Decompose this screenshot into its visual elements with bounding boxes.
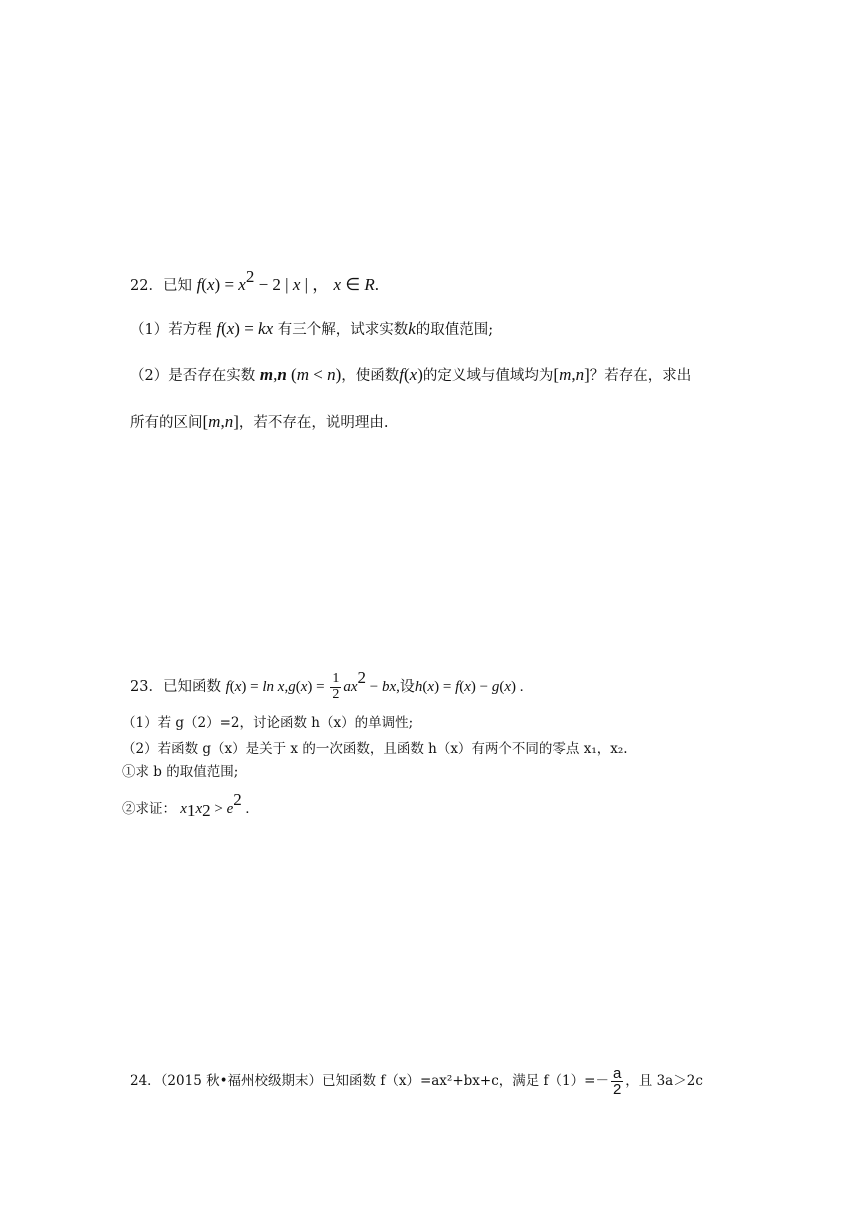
q22-part2-mid2: 的定义域与值域均为 — [422, 368, 554, 384]
q23-statement: 23．已知函数 f(x) = ln x,g(x) = $\frac{1}{2}$ $ax^2$ − bx,设h(x) = f(x) − g(x) . — [130, 668, 524, 702]
q22-part1-equation: f(x) = kx — [216, 319, 274, 338]
q23-sub1: ①求 b 的取值范围; — [122, 764, 239, 780]
q24-fraction: $\frac{a}{2}$ — [612, 1065, 622, 1098]
q23-fraction: $\frac{1}{2}$ — [332, 671, 340, 702]
q22-part1-mid: 有三个解，试求实数 — [277, 322, 409, 338]
q23-number: 23．已知函数 — [130, 679, 221, 696]
q24-prefix: 24．（2015 秋•福州校级期末）已知函数 f（x）=ax²+bx+c，满足 f（1）=－ — [130, 1073, 609, 1089]
q22-part2-prefix: （2）是否存在实数 — [130, 368, 256, 384]
q23-definition: f(x) = ln x,g(x) = — [225, 679, 329, 696]
q22-part2-interval: [m,n] — [553, 365, 590, 384]
q23-sub2-math: $x_1x_2 > e^2$ . — [180, 790, 250, 820]
q22-part1-k: k — [408, 319, 416, 338]
q22-part2-cont — [130, 413, 388, 431]
q22-definition: $f(x) = x^2 - 2$ | x | ， x ∈ R. — [196, 267, 380, 294]
q23-part2: （2）若函数 g（x）是关于 x 的一次函数，且函数 h（x）有两个不同的零点 x₁，x₂. — [122, 741, 628, 757]
q24-suffix: ，且 3a＞2c — [625, 1073, 703, 1089]
q22-part1-prefix: （1）若方程 — [130, 322, 212, 338]
q22-statement — [130, 267, 380, 294]
q22-number: 22．已知 — [130, 278, 192, 294]
q22-part2-mn: m,n (m < n) — [259, 365, 342, 384]
q22-part3-interval: [m,n] — [202, 412, 239, 431]
q22-part1 — [130, 320, 493, 338]
q22-part1-suffix: 的取值范围; — [415, 322, 494, 338]
q23-part1: （1）若 g（2）=2，讨论函数 h（x）的单调性; — [122, 715, 414, 731]
q22-part2-fx: f(x) — [399, 365, 423, 384]
q22-part2-mid: ，使函数 — [341, 368, 400, 384]
q22-part3-prefix: 所有的区间 — [130, 415, 203, 431]
q22-part3-suffix: ，若不存在，说明理由. — [238, 415, 389, 431]
q22-part2 — [130, 366, 691, 384]
q23-sub2-prefix: ②求证： — [122, 801, 176, 817]
q23-sub2 — [122, 790, 250, 820]
q22-part2-suffix: ？若存在，求出 — [589, 368, 692, 384]
q24-statement — [130, 1066, 703, 1097]
